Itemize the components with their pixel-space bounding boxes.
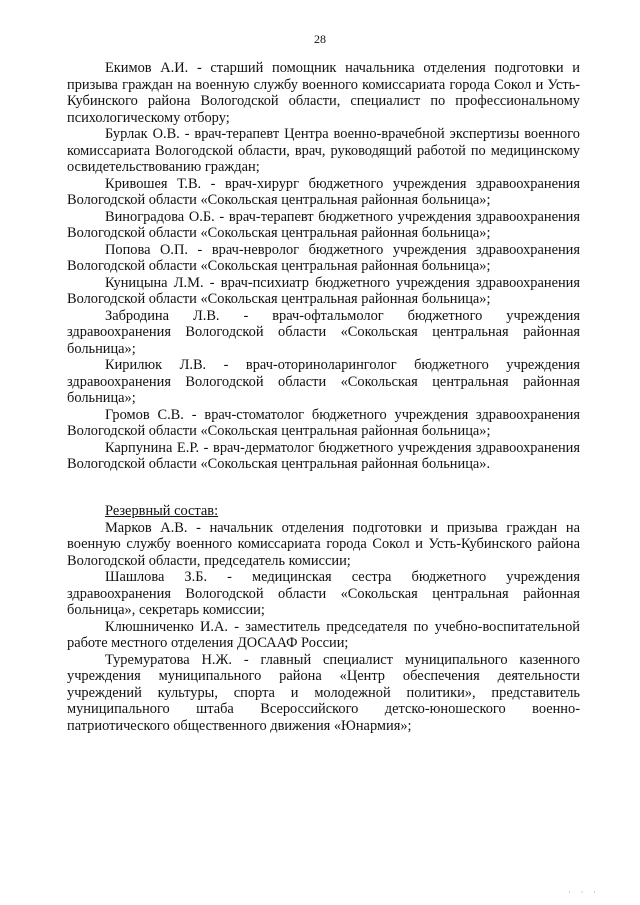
reserve-heading — [67, 503, 580, 520]
reserve-entry: Марков А.В. - начальник отделения подготовки и призыва граждан на военную службу военного комиссариата города Сокол и Усть-Кубинского района Вологодской области, председатель комиссии; — [67, 519, 580, 569]
member-entry: Громов С.В. - врач-стоматолог бюджетного учреждения здравоохранения Вологодской области «Сокольская центральная районная больница»; — [67, 406, 580, 439]
page-number: 28 — [314, 32, 326, 46]
member-entry: Куницына Л.М. - врач-психиатр бюджетного учреждения здравоохранения Вологодской области «Сокольская центральная районная больница»; — [67, 274, 580, 307]
member-entry: Попова О.П. - врач-невролог бюджетного учреждения здравоохранения Вологодской области «Сокольская центральная районная больница»; — [67, 241, 580, 274]
reserve-entry: Туремуратова Н.Ж. - главный специалист муниципального казенного учреждения муниципального района «Центр обеспечения деятельности учреждений культуры, спорта и молодежной политики», представитель муниципального штаба Всероссийского детско-юношеского военно-патриотического общественного движения «Юнармия»; — [67, 651, 580, 734]
member-entry: Бурлак О.В. - врач-терапевт Центра военно-врачебной экспертизы военного комиссариата Вологодской области, врач, руководящий работой по медицинскому освидетельствованию граждан; — [67, 126, 580, 175]
member-entry: Карпунина Е.Р. - врач-дерматолог бюджетного учреждения здравоохранения Вологодской области «Сокольская центральная районная больница». — [67, 439, 580, 472]
member-entry: Екимов А.И. - старший помощник начальника отделения подготовки и призыва граждан на военную службу военного комиссариата города Сокол и Усть-Кубинского района Вологодской области, специалист по профессиональному психологическому отбору; — [67, 60, 580, 126]
reserve-heading-text: Резервный состав: — [105, 502, 219, 519]
member-entry: Кривошея Т.В. - врач-хирург бюджетного учреждения здравоохранения Вологодской области «Сокольская центральная районная больница»; — [67, 175, 580, 208]
scan-artifact: · · · — [568, 888, 600, 897]
reserve-entry: Шашлова З.Б. - медицинская сестра бюджетного учреждения здравоохранения Вологодской области «Сокольская центральная районная больница», секретарь комиссии; — [67, 569, 580, 618]
reserve-entry: Клюшниченко И.А. - заместитель председателя по учебно-воспитательной работе местного отделения ДОСААФ России; — [67, 618, 580, 651]
member-entry: Забродина Л.В. - врач-офтальмолог бюджетного учреждения здравоохранения Вологодской области «Сокольская центральная районная больница»; — [67, 307, 580, 357]
member-entry: Кирилюк Л.В. - врач-оториноларинголог бюджетного учреждения здравоохранения Вологодской области «Сокольская центральная районная больница»; — [67, 357, 580, 406]
member-entry: Виноградова О.Б. - врач-терапевт бюджетного учреждения здравоохранения Вологодской области «Сокольская центральная районная больница»; — [67, 208, 580, 241]
document-body — [67, 60, 580, 734]
